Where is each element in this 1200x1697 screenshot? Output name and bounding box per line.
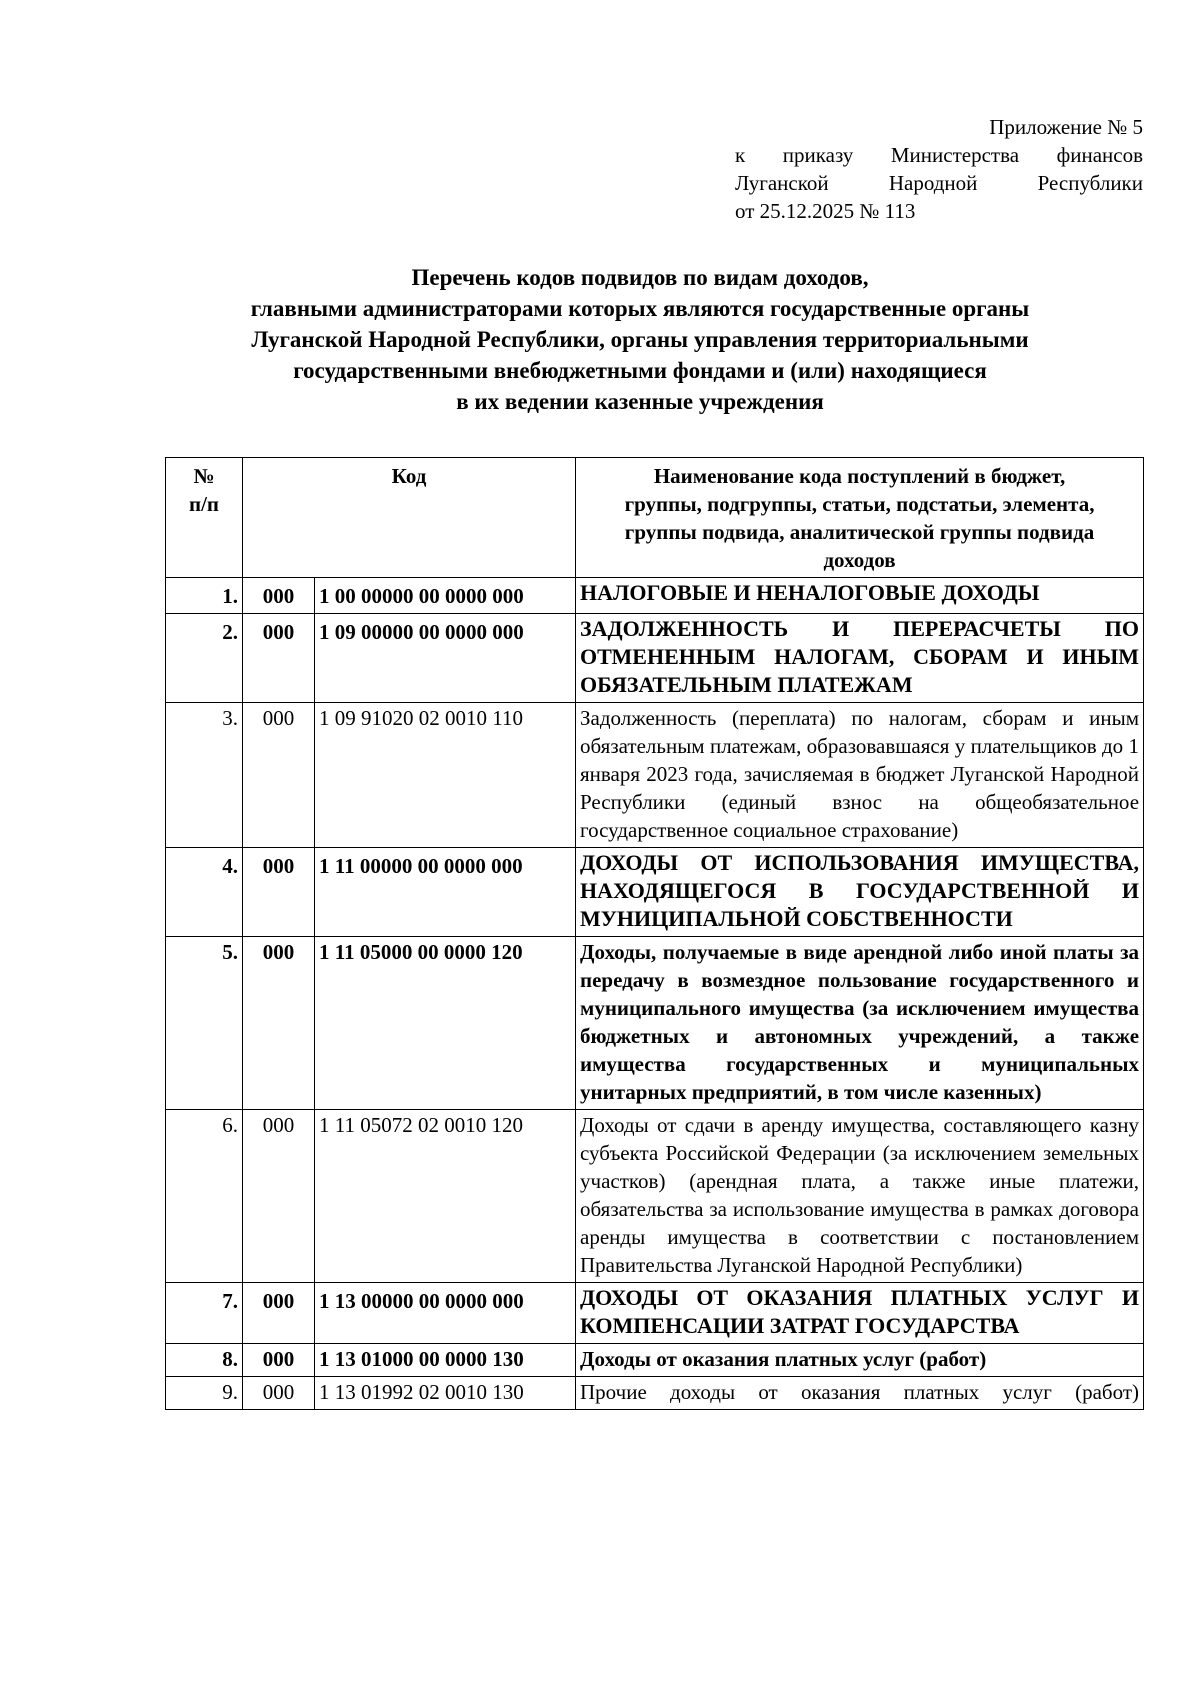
row-name: НАЛОГОВЫЕ И НЕНАЛОГОВЫЕ ДОХОДЫ (576, 578, 1144, 614)
table-row (166, 578, 1144, 614)
appendix-order-ref: к приказу Министерства финансов (735, 143, 1143, 167)
header-code: Код (243, 458, 576, 578)
row-admin: 000 (243, 848, 315, 937)
table-header-row (166, 458, 1144, 578)
row-name: ДОХОДЫ ОТ ИСПОЛЬЗОВАНИЯ ИМУЩЕСТВА, НАХОДЯЩЕГОСЯ В ГОСУДАРСТВЕННОЙ И МУНИЦИПАЛЬНОЙ СОБСТВЕННОСТИ (576, 848, 1144, 937)
row-name: Доходы от сдачи в аренду имущества, составляющего казну субъекта Российской Федерации (за исключением земельных участков) (арендная плата, а также иные платежи, обязательства за использование имущества в рамках договора аренды имущества в соответствии с постановлением Правительства Луганской Народной Республики) (576, 1110, 1144, 1283)
title-line: государственными внебюджетными фондами и (или) находящиеся (293, 358, 987, 383)
row-code: 1 09 00000 00 0000 000 (315, 614, 576, 703)
title-line: Перечень кодов подвидов по видам доходов, (411, 265, 869, 290)
table-row (166, 1110, 1144, 1283)
row-name: ДОХОДЫ ОТ ОКАЗАНИЯ ПЛАТНЫХ УСЛУГ И КОМПЕНСАЦИИ ЗАТРАТ ГОСУДАРСТВА (576, 1283, 1144, 1344)
title-line: главными администраторами которых являются государственные органы (250, 296, 1030, 321)
table-row (166, 703, 1144, 848)
row-name: Прочие доходы от оказания платных услуг (работ) (576, 1377, 1144, 1410)
table-row (166, 848, 1144, 937)
table-row (166, 614, 1144, 703)
row-num: 1. (166, 578, 243, 614)
row-name: Доходы от оказания платных услуг (работ) (576, 1344, 1144, 1377)
row-name: Доходы, получаемые в виде арендной либо иной платы за передачу в возмездное пользование государственного и муниципального имущества (за исключением имущества бюджетных и автономных учреждений, а также имущества государственных и муниципальных унитарных предприятий, в том числе казенных) (576, 937, 1144, 1110)
row-code: 1 00 00000 00 0000 000 (315, 578, 576, 614)
row-admin: 000 (243, 1344, 315, 1377)
row-admin: 000 (243, 1377, 315, 1410)
row-code: 1 11 00000 00 0000 000 (315, 848, 576, 937)
title-line: Луганской Народной Республики, органы управления территориальными (251, 327, 1029, 352)
row-code: 1 11 05000 00 0000 120 (315, 937, 576, 1110)
appendix-block (735, 113, 1143, 225)
row-num: 4. (166, 848, 243, 937)
table-row (166, 937, 1144, 1110)
row-name: ЗАДОЛЖЕННОСТЬ И ПЕРЕРАСЧЕТЫ ПО ОТМЕНЕННЫМ НАЛОГАМ, СБОРАМ И ИНЫМ ОБЯЗАТЕЛЬНЫМ ПЛАТЕЖАМ (576, 614, 1144, 703)
appendix-republic: Луганской Народной Республики (735, 171, 1143, 195)
row-admin: 000 (243, 703, 315, 848)
row-num: 9. (166, 1377, 243, 1410)
header-name: Наименование кода поступлений в бюджет, группы, подгруппы, статьи, подстатьи, элемента, группы подвида, аналитической группы подвида доходов (576, 458, 1144, 578)
row-code: 1 13 00000 00 0000 000 (315, 1283, 576, 1344)
document-title (140, 262, 1140, 417)
row-num: 6. (166, 1110, 243, 1283)
table-row (166, 1377, 1144, 1410)
appendix-date: от 25.12.2025 № 113 (735, 199, 916, 223)
appendix-number: Приложение № 5 (989, 115, 1143, 139)
row-num: 3. (166, 703, 243, 848)
row-name: Задолженность (переплата) по налогам, сборам и иным обязательным платежам, образовавшаяся у плательщиков до 1 января 2023 года, зачисляемая в бюджет Луганской Народной Республики (единый взнос на общеобязательное государственное социальное страхование) (576, 703, 1144, 848)
row-code: 1 13 01000 00 0000 130 (315, 1344, 576, 1377)
income-codes-table (165, 457, 1144, 1410)
row-admin: 000 (243, 1283, 315, 1344)
row-admin: 000 (243, 937, 315, 1110)
row-code: 1 11 05072 02 0010 120 (315, 1110, 576, 1283)
table-row (166, 1283, 1144, 1344)
header-num: № п/п (166, 458, 243, 578)
title-line: в их ведении казенные учреждения (456, 389, 824, 414)
row-admin: 000 (243, 578, 315, 614)
row-num: 8. (166, 1344, 243, 1377)
row-admin: 000 (243, 1110, 315, 1283)
row-admin: 000 (243, 614, 315, 703)
table-row (166, 1344, 1144, 1377)
row-num: 5. (166, 937, 243, 1110)
row-code: 1 13 01992 02 0010 130 (315, 1377, 576, 1410)
row-num: 7. (166, 1283, 243, 1344)
row-code: 1 09 91020 02 0010 110 (315, 703, 576, 848)
row-num: 2. (166, 614, 243, 703)
